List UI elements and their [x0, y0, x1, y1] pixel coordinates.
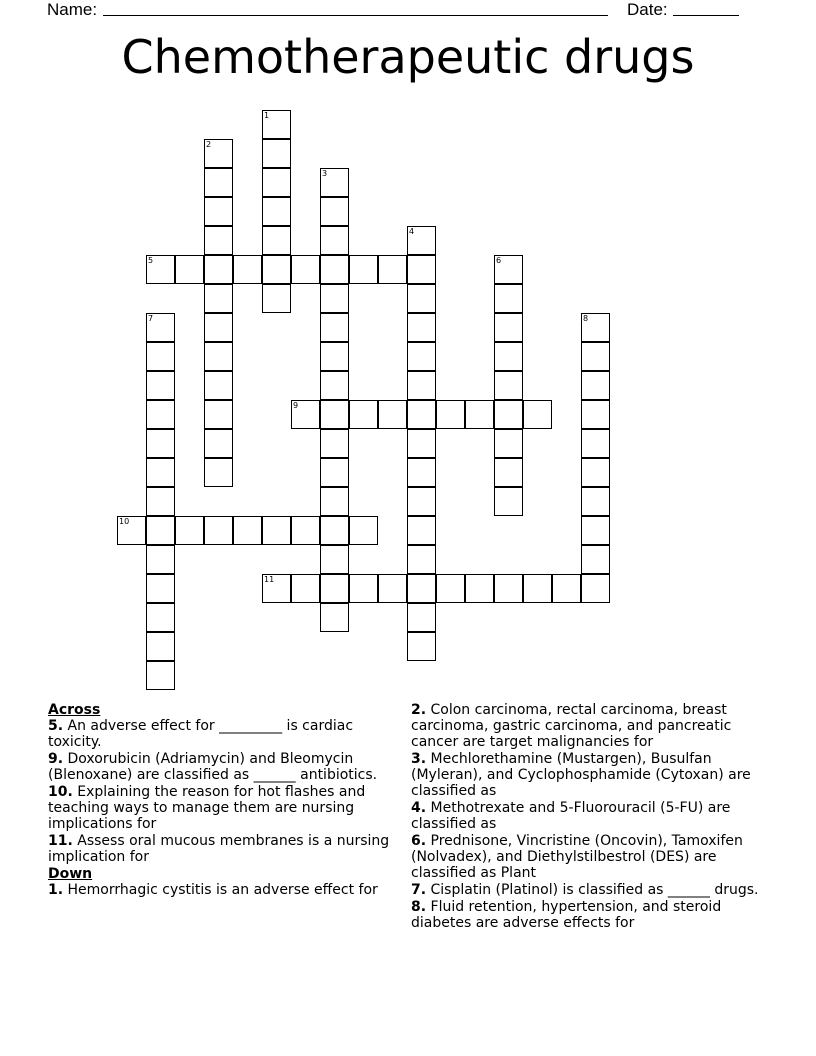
grid-cell[interactable]: [146, 342, 175, 371]
grid-cell[interactable]: [407, 632, 436, 661]
grid-cell[interactable]: [204, 429, 233, 458]
clue-across-10: 10. Explaining the reason for hot flashes and teaching ways to manage them are nursing implications for: [48, 784, 366, 832]
grid-cell[interactable]: [320, 197, 349, 226]
grid-cell[interactable]: [407, 255, 436, 284]
grid-cell[interactable]: [407, 342, 436, 371]
grid-cell[interactable]: [262, 255, 291, 284]
cell-number: 5: [148, 256, 154, 265]
clue-down-7: 7. Cisplatin (Platinol) is classified as ______ drugs.: [411, 882, 759, 898]
grid-cell[interactable]: [465, 400, 494, 429]
cell-number: 10: [119, 517, 130, 526]
grid-cell[interactable]: [436, 574, 465, 603]
grid-cell[interactable]: [146, 458, 175, 487]
clue-across-5: 5. An adverse effect for _________ is cardiac toxicity.: [48, 718, 354, 750]
grid-cell[interactable]: [320, 342, 349, 371]
grid-cell[interactable]: [320, 255, 349, 284]
cell-number: 6: [496, 256, 502, 265]
grid-cell[interactable]: [262, 284, 291, 313]
grid-cell[interactable]: [407, 313, 436, 342]
grid-cell[interactable]: [204, 458, 233, 487]
grid-cell[interactable]: [204, 168, 233, 197]
grid-cell[interactable]: [146, 574, 175, 603]
name-label: Name:: [47, 0, 98, 19]
grid-cell[interactable]: [407, 226, 436, 255]
grid-cell[interactable]: [204, 255, 233, 284]
clues-right-column: [411, 702, 771, 932]
grid-cell[interactable]: [407, 487, 436, 516]
down-heading: Down: [48, 866, 93, 882]
grid-cell[interactable]: [146, 516, 175, 545]
grid-cell[interactable]: [262, 516, 291, 545]
grid-cell[interactable]: [378, 255, 407, 284]
grid-cell[interactable]: [581, 371, 610, 400]
grid-cell[interactable]: [494, 313, 523, 342]
cell-number: 4: [409, 227, 415, 236]
cell-number: 8: [583, 314, 589, 323]
grid-cell[interactable]: [291, 574, 320, 603]
grid-cell[interactable]: [204, 313, 233, 342]
clue-down-4: 4. Methotrexate and 5-Fluorouracil (5-FU) are classified as: [411, 800, 731, 832]
grid-cell[interactable]: [233, 255, 262, 284]
grid-cell[interactable]: [494, 284, 523, 313]
grid-cell[interactable]: [407, 284, 436, 313]
grid-cell[interactable]: [320, 487, 349, 516]
cell-number: 11: [264, 575, 275, 584]
grid-cell[interactable]: [320, 371, 349, 400]
grid-cell[interactable]: [146, 255, 175, 284]
grid-cell[interactable]: [320, 545, 349, 574]
grid-cell[interactable]: [581, 545, 610, 574]
grid-cell[interactable]: [581, 458, 610, 487]
grid-cell[interactable]: [146, 400, 175, 429]
grid-cell[interactable]: [494, 574, 523, 603]
grid-cell[interactable]: [320, 400, 349, 429]
grid-cell[interactable]: [291, 255, 320, 284]
grid-cell[interactable]: [320, 458, 349, 487]
cell-number: 3: [322, 169, 328, 178]
grid-cell[interactable]: [146, 313, 175, 342]
grid-cell[interactable]: [262, 168, 291, 197]
grid-cell[interactable]: [494, 429, 523, 458]
grid-cell[interactable]: [581, 429, 610, 458]
grid-cell[interactable]: [146, 632, 175, 661]
grid-cell[interactable]: [523, 400, 552, 429]
grid-cell[interactable]: [204, 400, 233, 429]
cell-number: 2: [206, 140, 212, 149]
clue-down-3: 3. Mechlorethamine (Mustargen), Busulfan (Myleran), and Cyclophosphamide (Cytoxan) are classified as: [411, 751, 751, 799]
grid-cell[interactable]: [581, 400, 610, 429]
grid-cell[interactable]: [465, 574, 494, 603]
grid-cell[interactable]: [146, 371, 175, 400]
grid-cell[interactable]: [204, 371, 233, 400]
grid-cell[interactable]: [407, 603, 436, 632]
cell-number: 7: [148, 314, 154, 323]
across-heading: Across: [48, 702, 101, 718]
grid-cell[interactable]: [523, 574, 552, 603]
grid-cell[interactable]: [146, 545, 175, 574]
grid-cell[interactable]: [204, 139, 233, 168]
clue-across-9: 9. Doxorubicin (Adriamycin) and Bleomycin (Blenoxane) are classified as ______ antibiotics.: [48, 751, 378, 783]
grid-cell[interactable]: [204, 516, 233, 545]
grid-cell[interactable]: [262, 226, 291, 255]
grid-cell[interactable]: [146, 429, 175, 458]
grid-cell[interactable]: [320, 226, 349, 255]
grid-cell[interactable]: [494, 400, 523, 429]
grid-cell[interactable]: [204, 226, 233, 255]
grid-cell[interactable]: [581, 487, 610, 516]
grid-cell[interactable]: [233, 516, 262, 545]
grid-cell[interactable]: [320, 429, 349, 458]
grid-cell[interactable]: [175, 255, 204, 284]
grid-cell[interactable]: [581, 342, 610, 371]
grid-cell[interactable]: [262, 139, 291, 168]
grid-cell[interactable]: [262, 574, 291, 603]
clue-down-2: 2. Colon carcinoma, rectal carcinoma, breast carcinoma, gastric carcinoma, and pancreatic cancer are target malignancies for: [411, 702, 732, 750]
grid-cell[interactable]: [320, 603, 349, 632]
grid-cell[interactable]: [320, 284, 349, 313]
grid-cell[interactable]: [320, 168, 349, 197]
grid-cell[interactable]: [349, 516, 378, 545]
grid-cell[interactable]: [436, 400, 465, 429]
grid-cell[interactable]: [407, 545, 436, 574]
grid-cell[interactable]: [407, 429, 436, 458]
grid-cell[interactable]: [204, 197, 233, 226]
clues-left-column: [48, 702, 403, 899]
grid-cell[interactable]: [407, 574, 436, 603]
grid-cell[interactable]: [494, 458, 523, 487]
grid-cell[interactable]: [581, 574, 610, 603]
grid-cell[interactable]: [581, 313, 610, 342]
grid-cell[interactable]: [552, 574, 581, 603]
grid-cell[interactable]: [320, 313, 349, 342]
grid-cell[interactable]: [349, 400, 378, 429]
grid-cell[interactable]: [146, 603, 175, 632]
grid-cell[interactable]: [581, 516, 610, 545]
clue-down-8: 8. Fluid retention, hypertension, and steroid diabetes are adverse effects for: [411, 899, 722, 931]
grid-cell[interactable]: [204, 284, 233, 313]
grid-cell[interactable]: [349, 574, 378, 603]
grid-cell[interactable]: [494, 371, 523, 400]
clue-across-11: 11. Assess oral mucous membranes is a nursing implication for: [48, 833, 390, 865]
grid-cell[interactable]: [378, 400, 407, 429]
grid-cell[interactable]: [407, 400, 436, 429]
date-label: Date:: [627, 0, 668, 19]
grid-cell[interactable]: [320, 516, 349, 545]
grid-cell[interactable]: [291, 400, 320, 429]
grid-cell[interactable]: [494, 342, 523, 371]
grid-cell[interactable]: [262, 197, 291, 226]
clue-down-1: 1. Hemorrhagic cystitis is an adverse effect for: [48, 882, 378, 898]
grid-cell[interactable]: [291, 516, 320, 545]
cell-number: 1: [264, 111, 270, 120]
grid-cell[interactable]: [494, 487, 523, 516]
grid-cell[interactable]: [494, 255, 523, 284]
grid-cell[interactable]: [146, 661, 175, 690]
grid-cell[interactable]: [175, 516, 204, 545]
grid-cell[interactable]: [407, 458, 436, 487]
grid-cell[interactable]: [146, 487, 175, 516]
page-title: Chemotherapeutic drugs: [121, 30, 695, 84]
grid-cell[interactable]: [117, 516, 146, 545]
clue-down-6: 6. Prednisone, Vincristine (Oncovin), Tamoxifen (Nolvadex), and Diethylstilbestrol (DES) are classified as Plant: [411, 833, 743, 881]
grid-cell[interactable]: [204, 342, 233, 371]
grid-cell[interactable]: [320, 574, 349, 603]
grid-cell[interactable]: [407, 516, 436, 545]
grid-cell[interactable]: [349, 255, 378, 284]
grid-cell[interactable]: [407, 371, 436, 400]
cell-number: 9: [293, 401, 299, 410]
grid-cell[interactable]: [262, 110, 291, 139]
grid-cell[interactable]: [378, 574, 407, 603]
